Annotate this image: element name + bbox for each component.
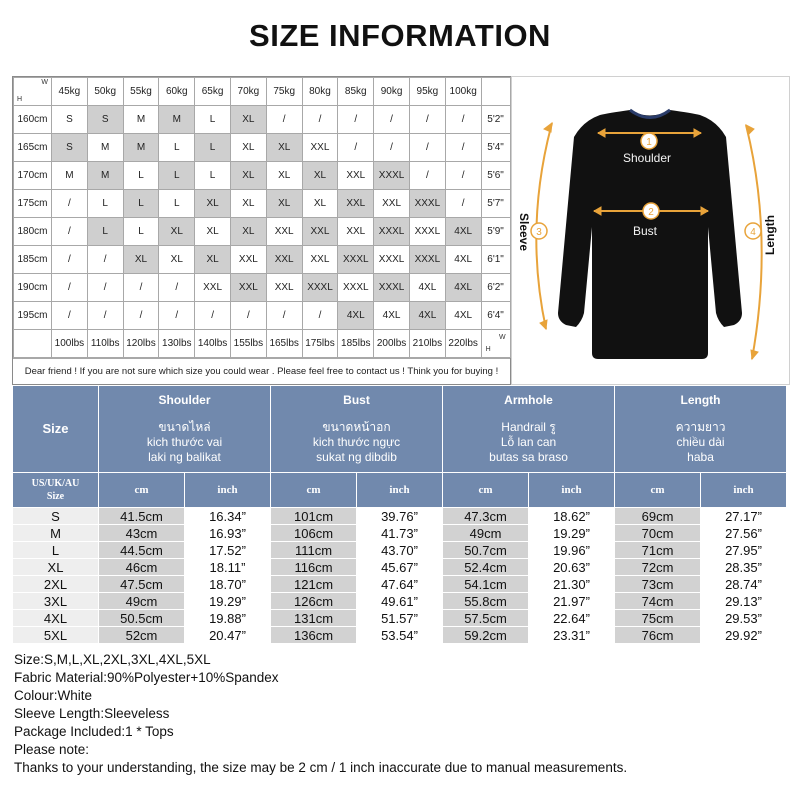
measure-header-shoulder: [99, 386, 271, 473]
grid-row: [14, 274, 511, 302]
value-inch: 28.74”: [701, 576, 787, 593]
measurement-row: [13, 610, 787, 627]
value-cm: 43cm: [99, 525, 185, 542]
value-cm: 69cm: [615, 508, 701, 525]
size-cell: /: [302, 106, 338, 134]
size-cell: XL: [159, 246, 195, 274]
size-cell: L: [195, 162, 231, 190]
height-ft-cell: 5'2": [481, 106, 510, 134]
measure-header-armhole: [443, 386, 615, 473]
value-cm: 71cm: [615, 542, 701, 559]
grid-row: [14, 218, 511, 246]
weight-kg-header: 75kg: [266, 78, 302, 106]
value-cm: 126cm: [271, 593, 357, 610]
size-cell: M: [123, 106, 159, 134]
value-inch: 41.73”: [357, 525, 443, 542]
size-cell: XL: [230, 218, 266, 246]
size-cell: XXXL: [338, 274, 374, 302]
size-cell: /: [302, 302, 338, 330]
size-label: S: [13, 508, 99, 525]
height-cm-cell: 190cm: [14, 274, 52, 302]
measure-header-length: [615, 386, 787, 473]
size-cell: XL: [230, 134, 266, 162]
size-cell: M: [87, 134, 123, 162]
marker-1: 1: [646, 137, 652, 148]
corner-w: W: [41, 79, 48, 86]
size-label: L: [13, 542, 99, 559]
weight-lbs-header: 165lbs: [266, 330, 302, 358]
size-cell: XXL: [302, 246, 338, 274]
size-cell: XXL: [230, 246, 266, 274]
size-cell: XXL: [338, 190, 374, 218]
value-cm: 49cm: [443, 525, 529, 542]
value-cm: 131cm: [271, 610, 357, 627]
size-cell: XXL: [302, 134, 338, 162]
size-cell: M: [52, 162, 88, 190]
value-inch: 23.31”: [529, 627, 615, 644]
weight-lbs-header: 130lbs: [159, 330, 195, 358]
value-inch: 43.70”: [357, 542, 443, 559]
weight-lbs-header: 220lbs: [445, 330, 481, 358]
size-cell: /: [52, 190, 88, 218]
weight-lbs-header: 175lbs: [302, 330, 338, 358]
size-cell: /: [266, 106, 302, 134]
height-ft-cell: 5'7": [481, 190, 510, 218]
value-inch: 39.76”: [357, 508, 443, 525]
measurement-row: [13, 627, 787, 644]
size-cell: /: [338, 106, 374, 134]
grid-row: [14, 190, 511, 218]
size-cell: M: [159, 106, 195, 134]
height-ft-cell: 5'9": [481, 218, 510, 246]
height-cm-cell: 180cm: [14, 218, 52, 246]
size-cell: /: [374, 106, 410, 134]
unit-inch-header: inch: [185, 473, 271, 508]
size-cell: /: [445, 134, 481, 162]
value-inch: 22.64”: [529, 610, 615, 627]
size-label: 2XL: [13, 576, 99, 593]
size-cell: /: [266, 302, 302, 330]
weight-kg-header: 80kg: [302, 78, 338, 106]
value-cm: 121cm: [271, 576, 357, 593]
height-cm-cell: 160cm: [14, 106, 52, 134]
corner-hw-cell: [14, 78, 52, 106]
unit-inch-header: inch: [357, 473, 443, 508]
measure-translation: laki ng balikat: [148, 450, 221, 464]
size-cell: XL: [195, 190, 231, 218]
value-inch: 16.93”: [185, 525, 271, 542]
size-cell: XXL: [195, 274, 231, 302]
weight-kg-header: 90kg: [374, 78, 410, 106]
size-cell: M: [87, 162, 123, 190]
height-cm-cell: 165cm: [14, 134, 52, 162]
weight-lbs-header: 100lbs: [52, 330, 88, 358]
sleeve-label: Sleeve: [517, 213, 531, 252]
value-inch: 16.34”: [185, 508, 271, 525]
spec-line: Please note:: [14, 742, 90, 757]
size-cell: 4XL: [445, 218, 481, 246]
value-inch: 51.57”: [357, 610, 443, 627]
region-size-label: [13, 473, 99, 508]
measurement-row: [13, 542, 787, 559]
size-cell: /: [159, 274, 195, 302]
value-inch: 20.63”: [529, 559, 615, 576]
value-cm: 49cm: [99, 593, 185, 610]
value-inch: 19.96”: [529, 542, 615, 559]
size-cell: XXXL: [374, 274, 410, 302]
contact-note: Dear friend ! If you are not sure which size you could wear . Please feel free to contact us ! Think you for buying !: [13, 358, 510, 385]
measurement-row: [13, 508, 787, 525]
product-specs: [14, 651, 794, 777]
size-header-text: Size: [42, 421, 69, 436]
value-inch: 45.67”: [357, 559, 443, 576]
value-inch: 29.53”: [701, 610, 787, 627]
unit-cm-header: cm: [443, 473, 529, 508]
unit-inch-header: inch: [701, 473, 787, 508]
marker-2: 2: [648, 207, 654, 218]
size-cell: XXXL: [409, 218, 445, 246]
measure-title: Length: [680, 393, 721, 407]
size-cell: XL: [195, 218, 231, 246]
grid-row: [14, 302, 511, 330]
value-inch: 18.62”: [529, 508, 615, 525]
height-ft-cell: 6'1": [481, 246, 510, 274]
size-label: 5XL: [13, 627, 99, 644]
size-label: M: [13, 525, 99, 542]
size-cell: XXXL: [374, 218, 410, 246]
grid-row: [14, 246, 511, 274]
size-cell: /: [195, 302, 231, 330]
size-label: 4XL: [13, 610, 99, 627]
value-inch: 18.70”: [185, 576, 271, 593]
measure-translation: Lỗ lan can: [500, 435, 557, 449]
size-cell: XXXL: [302, 274, 338, 302]
measure-title: Bust: [343, 393, 370, 407]
size-cell: L: [159, 134, 195, 162]
value-inch: 49.61”: [357, 593, 443, 610]
marker-3: 3: [536, 227, 542, 238]
grid-row: [14, 162, 511, 190]
size-cell: L: [195, 106, 231, 134]
length-label: Length: [763, 215, 777, 255]
size-cell: 4XL: [409, 274, 445, 302]
shirt-measurement-diagram: [511, 76, 790, 385]
height-ft-cell: 5'4": [481, 134, 510, 162]
value-inch: 29.13”: [701, 593, 787, 610]
measure-translation: kich thước ngực: [312, 435, 401, 449]
spec-line: Sleeve Length:Sleeveless: [14, 706, 170, 721]
size-cell: /: [159, 302, 195, 330]
weight-lbs-header: 140lbs: [195, 330, 231, 358]
value-inch: 27.95”: [701, 542, 787, 559]
page-title: SIZE INFORMATION: [249, 18, 551, 53]
size-cell: /: [445, 162, 481, 190]
value-inch: 27.56”: [701, 525, 787, 542]
value-inch: 19.29”: [185, 593, 271, 610]
size-cell: /: [374, 134, 410, 162]
size-cell: /: [52, 218, 88, 246]
value-inch: 21.97”: [529, 593, 615, 610]
size-cell: /: [87, 302, 123, 330]
unit-cm-header: cm: [99, 473, 185, 508]
weight-lbs-header: 120lbs: [123, 330, 159, 358]
size-cell: 4XL: [374, 302, 410, 330]
measure-title: Armhole: [504, 393, 553, 407]
measure-translation: ความยาว: [675, 420, 726, 434]
measure-translation: chiều dài: [676, 435, 725, 449]
size-cell: L: [123, 162, 159, 190]
value-cm: 59.2cm: [443, 627, 529, 644]
size-cell: XXXL: [409, 190, 445, 218]
value-inch: 28.35”: [701, 559, 787, 576]
size-cell: /: [409, 162, 445, 190]
height-ft-cell: 5'6": [481, 162, 510, 190]
size-cell: XXL: [374, 190, 410, 218]
weight-lbs-header: 110lbs: [87, 330, 123, 358]
size-cell: XXXL: [374, 246, 410, 274]
size-cell: XL: [230, 162, 266, 190]
size-cell: /: [445, 106, 481, 134]
grid-row: [14, 134, 511, 162]
value-cm: 44.5cm: [99, 542, 185, 559]
value-cm: 50.7cm: [443, 542, 529, 559]
spec-line: Colour:White: [14, 688, 93, 703]
size-grid-table: [13, 77, 511, 358]
value-cm: 75cm: [615, 610, 701, 627]
size-cell: S: [52, 134, 88, 162]
size-column-header: [13, 386, 99, 473]
value-cm: 55.8cm: [443, 593, 529, 610]
size-label: XL: [13, 559, 99, 576]
size-cell: L: [159, 190, 195, 218]
value-cm: 47.3cm: [443, 508, 529, 525]
size-cell: XL: [159, 218, 195, 246]
value-inch: 47.64”: [357, 576, 443, 593]
unit-cm-header: cm: [271, 473, 357, 508]
weight-kg-header: 65kg: [195, 78, 231, 106]
value-cm: 70cm: [615, 525, 701, 542]
weight-lbs-header: 200lbs: [374, 330, 410, 358]
value-cm: 73cm: [615, 576, 701, 593]
weight-kg-header: 45kg: [52, 78, 88, 106]
measure-translation: ขนาดหน้าอก: [322, 420, 391, 434]
value-cm: 111cm: [271, 542, 357, 559]
value-inch: 21.30”: [529, 576, 615, 593]
size-cell: XXL: [302, 218, 338, 246]
weight-kg-header: 85kg: [338, 78, 374, 106]
size-cell: 4XL: [445, 274, 481, 302]
value-cm: 52.4cm: [443, 559, 529, 576]
size-cell: /: [230, 302, 266, 330]
size-cell: L: [159, 162, 195, 190]
weight-lbs-header: 155lbs: [230, 330, 266, 358]
spec-line: Thanks to your understanding, the size may be 2 cm / 1 inch inaccurate due to manual measurements.: [14, 760, 628, 775]
size-cell: S: [52, 106, 88, 134]
size-cell: /: [445, 190, 481, 218]
size-cell: XXXL: [338, 246, 374, 274]
size-cell: /: [123, 302, 159, 330]
value-cm: 47.5cm: [99, 576, 185, 593]
size-cell: XL: [195, 246, 231, 274]
measurement-row: [13, 576, 787, 593]
spec-line: Package Included:1 * Tops: [14, 724, 174, 739]
measure-translation: haba: [687, 450, 714, 464]
value-inch: 19.29”: [529, 525, 615, 542]
size-cell: XXL: [266, 218, 302, 246]
weight-lbs-header: 210lbs: [409, 330, 445, 358]
value-cm: 50.5cm: [99, 610, 185, 627]
size-cell: /: [409, 134, 445, 162]
value-cm: 41.5cm: [99, 508, 185, 525]
weight-kg-header: 50kg: [87, 78, 123, 106]
size-cell: /: [409, 106, 445, 134]
height-ft-cell: 6'2": [481, 274, 510, 302]
weight-lbs-header: 185lbs: [338, 330, 374, 358]
weight-kg-header: 55kg: [123, 78, 159, 106]
value-cm: 76cm: [615, 627, 701, 644]
corner-h: H: [17, 96, 23, 103]
weight-kg-header: 100kg: [445, 78, 481, 106]
measure-translation: Handrail รู: [501, 420, 556, 434]
height-cm-cell: 175cm: [14, 190, 52, 218]
size-cell: XL: [266, 190, 302, 218]
bust-label: Bust: [632, 224, 658, 238]
value-inch: 53.54”: [357, 627, 443, 644]
value-inch: 18.11”: [185, 559, 271, 576]
weight-kg-header: 60kg: [159, 78, 195, 106]
value-inch: 27.17”: [701, 508, 787, 525]
size-cell: L: [123, 218, 159, 246]
height-cm-cell: 185cm: [14, 246, 52, 274]
value-cm: 101cm: [271, 508, 357, 525]
size-cell: XXL: [266, 274, 302, 302]
size-cell: XXL: [338, 162, 374, 190]
weight-kg-header: 95kg: [409, 78, 445, 106]
height-ft-cell: 6'4": [481, 302, 510, 330]
spec-line: Fabric Material:90%Polyester+10%Spandex: [14, 670, 279, 685]
size-cell: S: [87, 106, 123, 134]
value-cm: 46cm: [99, 559, 185, 576]
marker-4: 4: [750, 227, 756, 238]
value-cm: 54.1cm: [443, 576, 529, 593]
size-cell: XXXL: [409, 246, 445, 274]
size-cell: XL: [302, 190, 338, 218]
footer-w: W: [498, 334, 506, 341]
size-cell: XXL: [266, 246, 302, 274]
size-cell: L: [87, 190, 123, 218]
size-cell: L: [87, 218, 123, 246]
size-cell: /: [338, 134, 374, 162]
measure-translation: ขนาดไหล่: [158, 420, 211, 434]
size-label: 3XL: [13, 593, 99, 610]
size-cell: XL: [230, 190, 266, 218]
unit-inch-header: inch: [529, 473, 615, 508]
measurement-row: [13, 593, 787, 610]
grid-row: [14, 106, 511, 134]
region-size: Size: [46, 491, 65, 502]
weight-kg-header: 70kg: [230, 78, 266, 106]
size-cell: 4XL: [409, 302, 445, 330]
value-cm: 116cm: [271, 559, 357, 576]
footer-h: H: [485, 346, 491, 353]
size-cell: XL: [266, 134, 302, 162]
value-cm: 136cm: [271, 627, 357, 644]
measure-translation: sukat ng dibdib: [316, 450, 397, 464]
size-cell: /: [123, 274, 159, 302]
size-cell: 4XL: [445, 302, 481, 330]
size-cell: L: [195, 134, 231, 162]
unit-cm-header: cm: [615, 473, 701, 508]
height-cm-cell: 170cm: [14, 162, 52, 190]
size-cell: /: [52, 246, 88, 274]
measure-translation: kich thước vai: [146, 435, 223, 449]
size-cell: XXL: [230, 274, 266, 302]
measure-header-bust: [271, 386, 443, 473]
size-cell: /: [52, 274, 88, 302]
size-cell: /: [52, 302, 88, 330]
size-cell: XL: [230, 106, 266, 134]
empty-cell: [481, 78, 510, 106]
measure-title: Shoulder: [158, 393, 211, 407]
value-cm: 52cm: [99, 627, 185, 644]
size-cell: L: [123, 190, 159, 218]
size-cell: 4XL: [445, 246, 481, 274]
size-cell: XXL: [338, 218, 374, 246]
value-cm: 57.5cm: [443, 610, 529, 627]
size-cell: M: [123, 134, 159, 162]
value-inch: 20.47”: [185, 627, 271, 644]
empty-cell: [14, 330, 52, 358]
size-cell: XXXL: [374, 162, 410, 190]
height-weight-size-chart: [12, 76, 511, 385]
shoulder-label: Shoulder: [622, 151, 672, 165]
measure-translation: butas sa braso: [489, 450, 568, 464]
region-label: US/UK/AU: [31, 478, 80, 489]
value-inch: 17.52”: [185, 542, 271, 559]
value-cm: 74cm: [615, 593, 701, 610]
size-cell: /: [87, 246, 123, 274]
size-cell: 4XL: [338, 302, 374, 330]
measurement-table: [12, 385, 787, 644]
size-cell: XL: [266, 162, 302, 190]
spec-line: Size:S,M,L,XL,2XL,3XL,4XL,5XL: [14, 652, 211, 667]
shirt-illustration: [512, 77, 789, 384]
footer-hw-cell: [481, 330, 510, 358]
size-cell: XL: [302, 162, 338, 190]
value-cm: 72cm: [615, 559, 701, 576]
height-cm-cell: 195cm: [14, 302, 52, 330]
value-inch: 19.88”: [185, 610, 271, 627]
size-cell: XL: [123, 246, 159, 274]
size-cell: /: [87, 274, 123, 302]
measurement-row: [13, 559, 787, 576]
measurement-row: [13, 525, 787, 542]
value-cm: 106cm: [271, 525, 357, 542]
value-inch: 29.92”: [701, 627, 787, 644]
